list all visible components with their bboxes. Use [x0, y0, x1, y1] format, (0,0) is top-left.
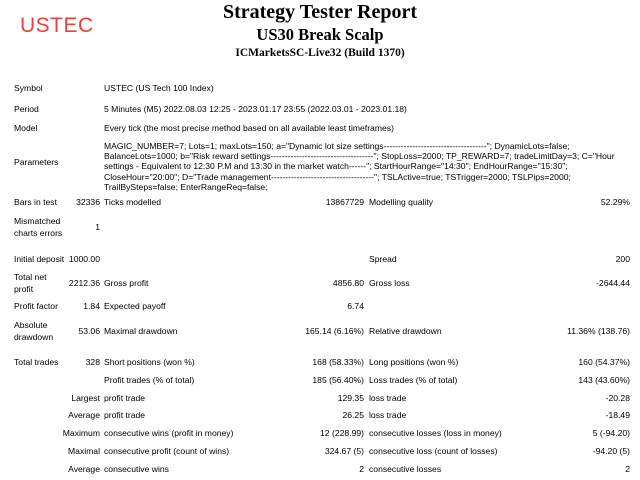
- deposit-label: Initial deposit: [14, 254, 65, 264]
- avgwins-label: consecutive wins: [104, 464, 169, 474]
- quality-label: Modelling quality: [369, 197, 434, 207]
- payoff-label: Expected payoff: [104, 301, 166, 311]
- spread-label: Spread: [369, 254, 397, 264]
- long-label: Long positions (won %): [369, 357, 459, 367]
- maxdd-value: 165.14 (6.16%): [305, 326, 364, 336]
- avgwins-value: 2: [359, 464, 364, 474]
- netprofit-label-2: profit: [14, 284, 34, 294]
- absdd-label-2: drawdown: [14, 332, 54, 342]
- short-value: 168 (58.33%): [312, 357, 364, 367]
- reldd-label: Relative drawdown: [369, 326, 442, 336]
- deposit-value: 1000.00: [68, 254, 100, 264]
- losstrades-value: 143 (43.60%): [578, 375, 630, 385]
- avglosses-label: consecutive losses: [369, 464, 442, 474]
- average-label: Average: [68, 410, 100, 420]
- profitfactor-label: Profit factor: [14, 301, 58, 311]
- payoff-value: 6.74: [347, 301, 364, 311]
- average-profit-label: profit trade: [104, 410, 146, 420]
- brand-logo: USTEC: [20, 14, 94, 37]
- maxwins-label: consecutive wins (profit in money): [104, 428, 234, 438]
- maximal-label: Maximal: [68, 446, 100, 456]
- report-title: Strategy Tester Report: [222, 1, 418, 23]
- maxlosses-value: 5 (-94.20): [592, 428, 630, 438]
- short-label: Short positions (won %): [104, 357, 195, 367]
- report-subtitle: US30 Break Scalp: [256, 25, 384, 44]
- mismatch-value: 1: [95, 222, 100, 232]
- symbol-value: USTEC (US Tech 100 Index): [104, 83, 214, 93]
- mismatch-label: Mismatched: [14, 216, 61, 226]
- grossloss-value: -2644.44: [596, 278, 630, 288]
- losstrades-label: Loss trades (% of total): [369, 375, 458, 385]
- period-value: 5 Minutes (M5) 2022.08.03 12:25 - 2023.01.17 23:55 (2022.03.01 - 2023.01.18): [104, 104, 407, 114]
- ticks-label: Ticks modelled: [104, 197, 161, 207]
- maxloss-label: consecutive loss (count of losses): [369, 446, 498, 456]
- maxdd-label: Maximal drawdown: [104, 326, 178, 336]
- quality-value: 52.29%: [600, 197, 630, 207]
- model-value: Every tick (the most precise method based on all available least timeframes): [104, 123, 394, 133]
- trades-value: 328: [85, 357, 100, 367]
- grossloss-label: Gross loss: [369, 278, 410, 288]
- avglosses-value: 2: [625, 464, 630, 474]
- average-loss-value: -18.49: [605, 410, 630, 420]
- parameters-label: Parameters: [14, 157, 59, 167]
- average-loss-label: loss trade: [369, 410, 407, 420]
- absdd-label: Absolute: [14, 320, 48, 330]
- spread-value: 200: [615, 254, 630, 264]
- bars-label: Bars in test: [14, 197, 57, 207]
- mismatch-label-2: charts errors: [14, 228, 63, 238]
- profittrades-label: Profit trades (% of total): [104, 375, 195, 385]
- largest-profit-label: profit trade: [104, 393, 146, 403]
- maximum-label: Maximum: [62, 428, 100, 438]
- model-label: Model: [14, 123, 38, 133]
- grossprofit-value: 4856.80: [332, 278, 364, 288]
- maxprofit-label: consecutive profit (count of wins): [104, 446, 230, 456]
- profittrades-value: 185 (56.40%): [312, 375, 364, 385]
- netprofit-value: 2212.36: [68, 278, 100, 288]
- netprofit-label: Total net: [14, 272, 47, 282]
- bars-value: 32336: [76, 197, 100, 207]
- maxloss-value: -94.20 (5): [592, 446, 630, 456]
- absdd-value: 53.06: [78, 326, 100, 336]
- largest-loss-label: loss trade: [369, 393, 407, 403]
- maxprofit-value: 324.67 (5): [324, 446, 364, 456]
- parameters-value: MAGIC_NUMBER=7; Lots=1; maxLots=150; a="Dynamic lot size settings------------------------------------"; DynamicLots=false; BalanceLots=1000; b="Risk reward settings------------------------------------"; StopLoss=2000; TP_REWARD=7; tradeLimitDay=3; C="Hour settings - Equivalent to 12:30 P.M and 13:30 in the market watch------"; StartHourRange="14:30"; EndHourRange="15:30"; CloseHour="20:00"; D="Trade management------------------------------------"; TSLActive=true; TSTrigger=2000; TSLPips=2000; TrailBySteps=false; EnterRangeReq=false;: [104, 141, 615, 192]
- report-account: ICMarketsSC-Live32 (Build 1370): [235, 47, 405, 59]
- avgcons-label: Average: [68, 464, 100, 474]
- symbol-label: Symbol: [14, 83, 43, 93]
- ticks-value: 13867729: [325, 197, 364, 207]
- largest-label: Largest: [71, 393, 100, 403]
- largest-profit-value: 129.35: [337, 393, 364, 403]
- long-value: 160 (54.37%): [578, 357, 630, 367]
- maxwins-value: 12 (228.99): [320, 428, 364, 438]
- profitfactor-value: 1.84: [83, 301, 100, 311]
- maxlosses-label: consecutive losses (loss in money): [369, 428, 502, 438]
- trades-label: Total trades: [14, 357, 59, 367]
- average-profit-value: 26.25: [342, 410, 364, 420]
- grossprofit-label: Gross profit: [104, 278, 149, 288]
- reldd-value: 11.36% (138.76): [567, 326, 630, 336]
- largest-loss-value: -20.28: [605, 393, 630, 403]
- period-label: Period: [14, 104, 39, 114]
